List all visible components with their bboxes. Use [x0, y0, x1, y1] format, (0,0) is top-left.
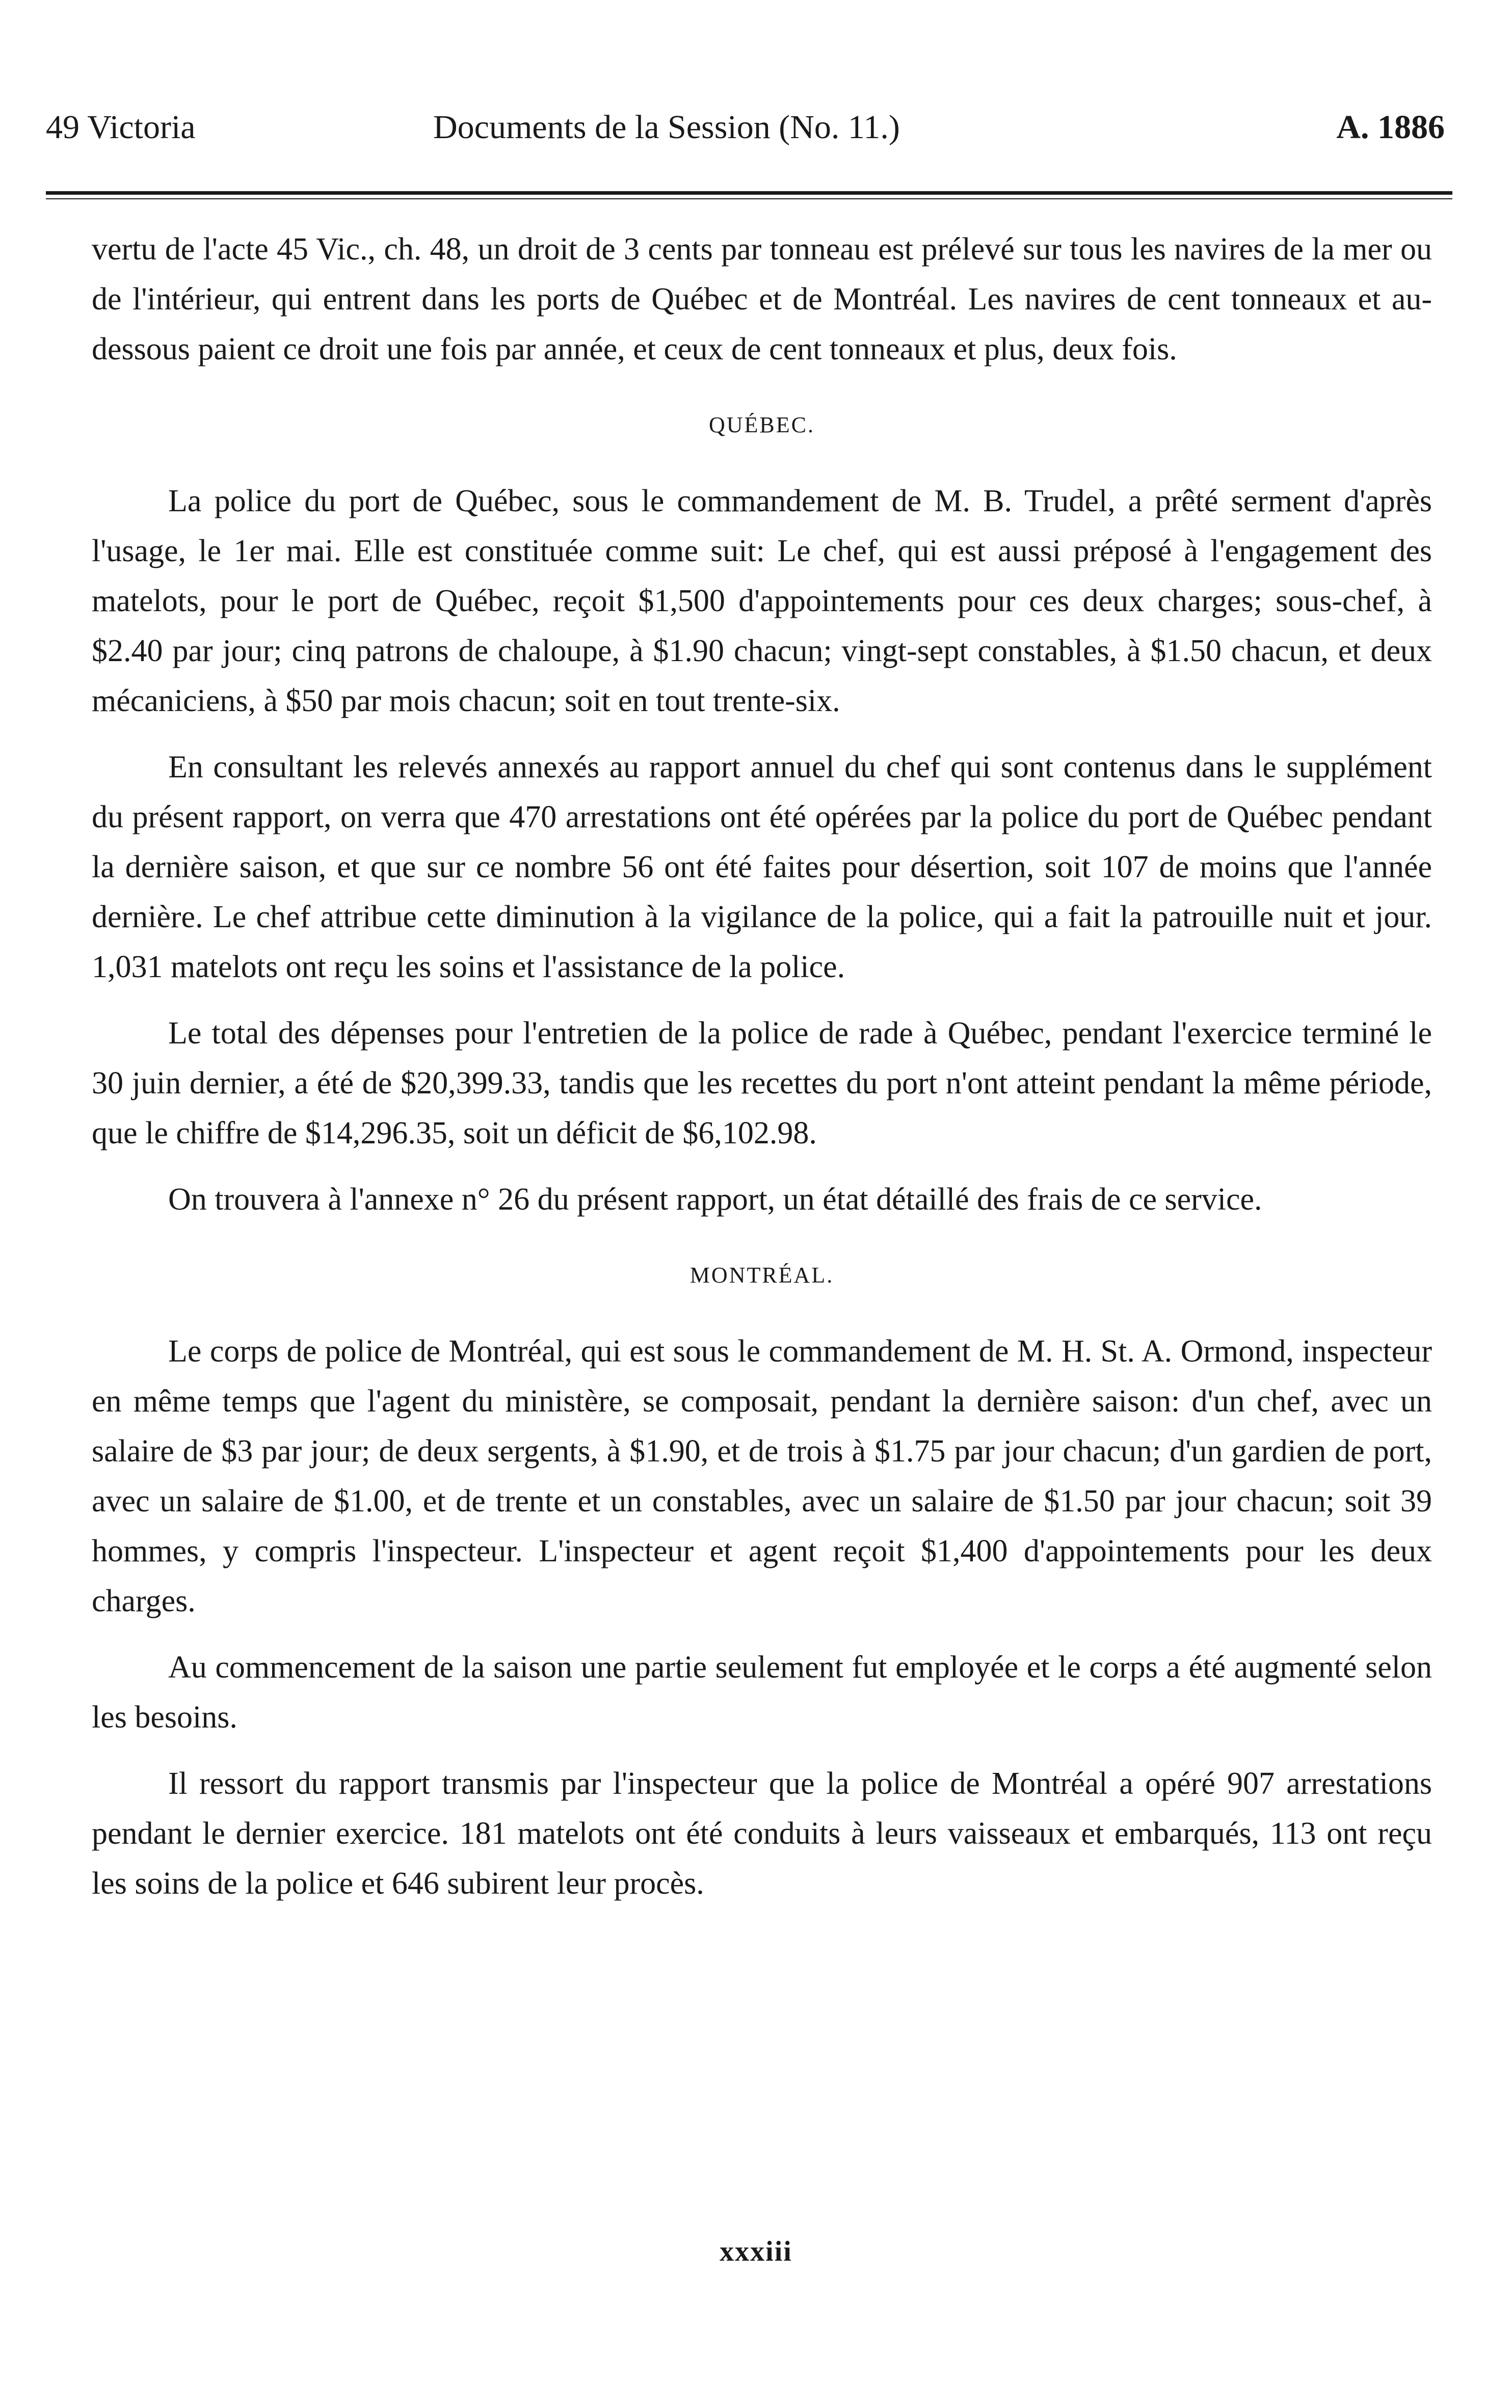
page-number: xxxiii	[720, 2236, 792, 2267]
header-volume: 49 Victoria	[46, 109, 196, 146]
paragraph: En consultant les relevés annexés au rapport annuel du chef qui sont contenus dans le supplément du présent rapport, on verra que 470 arrestations ont été opérées par la police du port de Québec pendant la dernière saison, et que sur ce nombre 56 ont été faites pour désertion, soit 107 de moins que l'année dernière. Le chef attribue cette diminution à la vigilance de la police, qui a fait la patrouille nuit et jour. 1,031 matelots ont reçu les soins et l'assistance de la police.	[92, 750, 1432, 984]
document-body	[92, 224, 1432, 1925]
paragraph: Le total des dépenses pour l'entretien de la police de rade à Québec, pendant l'exercice terminé le 30 juin dernier, a été de $20,399.33, tandis que les recettes du port n'ont atteint pendant la même période, que le chiffre de $14,296.35, soit un déficit de $6,102.98.	[92, 1016, 1432, 1150]
intro-paragraph: vertu de l'acte 45 Vic., ch. 48, un droit de 3 cents par tonneau est prélevé sur tous les navires de la mer ou de l'intérieur, qui entrent dans les ports de Québec et de Montréal. Les navires de cent tonneaux et au-dessous paient ce droit une fois par année, et ceux de cent tonneaux et plus, deux fois.	[92, 232, 1432, 367]
paragraph: Au commencement de la saison une partie seulement fut employée et le corps a été augmenté selon les besoins.	[92, 1650, 1432, 1735]
section-title-montreal: MONTRÉAL.	[689, 1263, 834, 1288]
header-title: Documents de la Session (No. 11.)	[433, 109, 900, 146]
page-header	[46, 104, 1445, 150]
paragraph: Le corps de police de Montréal, qui est sous le commandement de M. H. St. A. Ormond, inspecteur en même temps que l'agent du ministère, se composait, pendant la dernière saison: d'un chef, avec un salaire de $3 par jour; de deux sergents, à $1.90, et de trois à $1.75 par jour chacun; d'un gardien de port, avec un salaire de $1.00, et de trente et un constables, avec un salaire de $1.50 par jour chacun; soit 39 hommes, y compris l'inspecteur. L'inspecteur et agent reçoit $1,400 d'appointements pour les deux charges.	[92, 1334, 1432, 1618]
section-title-quebec: QUÉBEC.	[709, 412, 815, 437]
paragraph: On trouvera à l'annexe n° 26 du présent rapport, un état détaillé des frais de ce service.	[168, 1182, 1262, 1217]
paragraph: Il ressort du rapport transmis par l'inspecteur que la police de Montréal a opéré 907 arrestations pendant le dernier exercice. 181 matelots ont été conduits à leurs vaisseaux et embarqués, 113 ont reçu les soins de la police et 646 subirent leur procès.	[92, 1766, 1432, 1901]
section-montreal	[92, 1260, 1432, 1908]
header-rule-thin	[46, 198, 1452, 199]
section-quebec	[92, 410, 1432, 1224]
header-year: A. 1886	[1336, 109, 1445, 146]
header-rule-thick	[46, 191, 1452, 195]
paragraph: La police du port de Québec, sous le commandement de M. B. Trudel, a prêté serment d'après l'usage, le 1er mai. Elle est constituée comme suit: Le chef, qui est aussi préposé à l'engagement des matelots, pour le port de Québec, reçoit $1,500 d'appointements pour ces deux charges; sous-chef, à $2.40 par jour; cinq patrons de chaloupe, à $1.90 chacun; vingt-sept constables, à $1.50 chacun, et deux mécaniciens, à $50 par mois chacun; soit en tout trente-six.	[92, 484, 1432, 718]
